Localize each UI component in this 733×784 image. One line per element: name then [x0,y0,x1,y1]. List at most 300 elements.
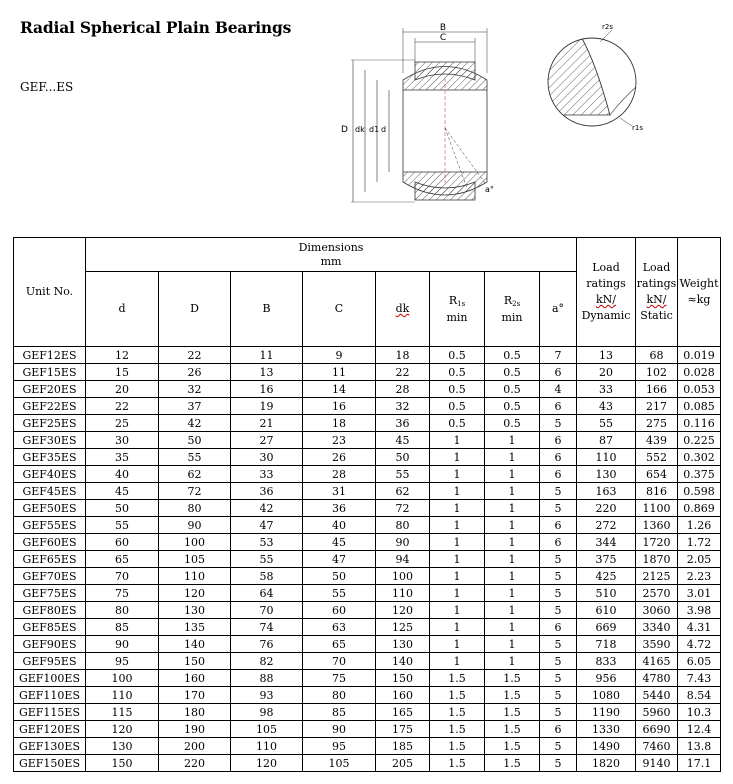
cell-B: 16 [231,381,303,398]
cell-D: 37 [159,398,231,415]
cell-r1s: 1.5 [430,704,485,721]
cell-load-dynamic: 344 [577,534,636,551]
table-row [14,449,721,466]
cell-unit-no: GEF12ES [14,347,86,364]
cell-d: 35 [86,449,159,466]
cell-dk: 100 [376,568,430,585]
cell-D: 170 [159,687,231,704]
label-D: D [341,125,348,135]
cell-dk: 175 [376,721,430,738]
series-label: GEF...ES [20,80,74,94]
cell-B: 64 [231,585,303,602]
cell-load-static: 7460 [636,738,678,755]
cell-load-static: 68 [636,347,678,364]
cell-D: 42 [159,415,231,432]
cell-B: 21 [231,415,303,432]
cell-dk: 205 [376,755,430,772]
detail-circle-diagram [540,20,660,140]
cell-C: 63 [303,619,376,636]
cell-B: 76 [231,636,303,653]
cell-unit-no: GEF75ES [14,585,86,602]
cell-r2s: 0.5 [485,398,540,415]
cell-d: 55 [86,517,159,534]
cell-load-static: 1720 [636,534,678,551]
cell-load-dynamic: 220 [577,500,636,517]
cell-weight: 0.869 [678,500,721,517]
cell-alpha: 5 [540,687,577,704]
cell-r2s: 0.5 [485,347,540,364]
header-dimensions-unit: mm [320,254,342,268]
table-row [14,364,721,381]
cell-r2s: 1.5 [485,670,540,687]
cell-B: 110 [231,738,303,755]
cell-dk: 22 [376,364,430,381]
cell-r1s: 1 [430,653,485,670]
cell-D: 140 [159,636,231,653]
table-row [14,653,721,670]
table-row [14,568,721,585]
cell-d: 45 [86,483,159,500]
cell-dk: 72 [376,500,430,517]
bearing-spec-table [13,237,721,772]
cell-alpha: 5 [540,704,577,721]
cell-r2s: 1 [485,619,540,636]
cell-load-dynamic: 510 [577,585,636,602]
cell-weight: 0.225 [678,432,721,449]
cell-dk: 185 [376,738,430,755]
cell-load-static: 4780 [636,670,678,687]
cell-d: 150 [86,755,159,772]
cell-alpha: 5 [540,415,577,432]
cell-D: 22 [159,347,231,364]
cell-B: 55 [231,551,303,568]
cell-D: 150 [159,653,231,670]
cell-unit-no: GEF130ES [14,738,86,755]
header-dk: dk [376,272,430,347]
cell-r1s: 1 [430,602,485,619]
cell-d: 130 [86,738,159,755]
cell-r1s: 1 [430,534,485,551]
cell-weight: 10.3 [678,704,721,721]
cell-r2s: 1 [485,466,540,483]
cell-load-static: 816 [636,483,678,500]
cell-r2s: 0.5 [485,415,540,432]
cell-unit-no: GEF60ES [14,534,86,551]
cell-alpha: 5 [540,500,577,517]
cell-d: 110 [86,687,159,704]
cell-d: 30 [86,432,159,449]
cell-d: 12 [86,347,159,364]
cell-r2s: 1 [485,636,540,653]
table-row [14,534,721,551]
cell-r1s: 0.5 [430,398,485,415]
cell-load-dynamic: 375 [577,551,636,568]
cell-d: 40 [86,466,159,483]
table-row [14,381,721,398]
bearing-section-diagram [335,18,515,208]
cell-d: 90 [86,636,159,653]
cell-unit-no: GEF70ES [14,568,86,585]
cell-C: 55 [303,585,376,602]
cell-alpha: 6 [540,517,577,534]
cell-load-static: 1870 [636,551,678,568]
cell-unit-no: GEF95ES [14,653,86,670]
header-dimensions [86,238,577,272]
cell-r1s: 0.5 [430,415,485,432]
cell-unit-no: GEF45ES [14,483,86,500]
cell-load-static: 439 [636,432,678,449]
cell-r2s: 1 [485,602,540,619]
cell-weight: 0.085 [678,398,721,415]
cell-d: 70 [86,568,159,585]
cell-load-static: 166 [636,381,678,398]
header-dimensions-label: Dimensions [298,240,364,254]
cell-load-static: 3590 [636,636,678,653]
cell-load-static: 217 [636,398,678,415]
cell-load-static: 5440 [636,687,678,704]
cell-C: 23 [303,432,376,449]
cell-load-dynamic: 163 [577,483,636,500]
cell-weight: 0.598 [678,483,721,500]
cell-load-dynamic: 956 [577,670,636,687]
label-dk: dk [355,125,365,134]
cell-C: 65 [303,636,376,653]
cell-C: 90 [303,721,376,738]
header-C: C [303,272,376,347]
cell-r1s: 1 [430,568,485,585]
cell-dk: 140 [376,653,430,670]
cell-unit-no: GEF150ES [14,755,86,772]
cell-dk: 45 [376,432,430,449]
cell-r2s: 1 [485,534,540,551]
cell-load-dynamic: 55 [577,415,636,432]
cell-d: 100 [86,670,159,687]
table-row [14,585,721,602]
cell-C: 26 [303,449,376,466]
cell-B: 13 [231,364,303,381]
cell-r1s: 1 [430,500,485,517]
cell-dk: 130 [376,636,430,653]
cell-B: 47 [231,517,303,534]
cell-D: 105 [159,551,231,568]
cell-D: 120 [159,585,231,602]
cell-B: 19 [231,398,303,415]
cell-r2s: 1 [485,483,540,500]
label-r1s: r1s [632,124,643,132]
cell-B: 58 [231,568,303,585]
cell-d: 75 [86,585,159,602]
cell-load-static: 654 [636,466,678,483]
cell-unit-no: GEF50ES [14,500,86,517]
cell-B: 105 [231,721,303,738]
cell-load-dynamic: 1190 [577,704,636,721]
header-B: B [231,272,303,347]
cell-alpha: 6 [540,534,577,551]
cell-r1s: 1 [430,483,485,500]
cell-dk: 125 [376,619,430,636]
cell-C: 31 [303,483,376,500]
cell-load-static: 3340 [636,619,678,636]
cell-D: 26 [159,364,231,381]
cell-C: 60 [303,602,376,619]
table-row [14,500,721,517]
cell-D: 80 [159,500,231,517]
cell-weight: 0.375 [678,466,721,483]
table-row [14,602,721,619]
cell-B: 33 [231,466,303,483]
label-d1: d1 [369,125,380,134]
cell-r2s: 1.5 [485,687,540,704]
cell-load-dynamic: 1490 [577,738,636,755]
cell-d: 60 [86,534,159,551]
cell-unit-no: GEF65ES [14,551,86,568]
header-alpha: a° [540,272,577,347]
cell-B: 36 [231,483,303,500]
cell-C: 40 [303,517,376,534]
cell-alpha: 5 [540,568,577,585]
cell-D: 160 [159,670,231,687]
cell-dk: 120 [376,602,430,619]
cell-r2s: 0.5 [485,364,540,381]
cell-load-static: 2570 [636,585,678,602]
cell-alpha: 5 [540,551,577,568]
cell-weight: 1.72 [678,534,721,551]
cell-load-static: 1100 [636,500,678,517]
cell-C: 28 [303,466,376,483]
cell-d: 50 [86,500,159,517]
cell-r2s: 0.5 [485,381,540,398]
cell-weight: 0.302 [678,449,721,466]
cell-dk: 18 [376,347,430,364]
cell-D: 130 [159,602,231,619]
cell-C: 45 [303,534,376,551]
cell-weight: 0.019 [678,347,721,364]
cell-B: 27 [231,432,303,449]
cell-D: 100 [159,534,231,551]
cell-r1s: 1 [430,551,485,568]
cell-load-dynamic: 718 [577,636,636,653]
cell-D: 200 [159,738,231,755]
cell-dk: 50 [376,449,430,466]
cell-load-dynamic: 43 [577,398,636,415]
cell-dk: 94 [376,551,430,568]
table-row [14,636,721,653]
cell-r1s: 1 [430,432,485,449]
cell-D: 135 [159,619,231,636]
cell-load-dynamic: 87 [577,432,636,449]
cell-alpha: 5 [540,738,577,755]
page-title: Radial Spherical Plain Bearings [20,18,292,37]
cell-B: 42 [231,500,303,517]
cell-r1s: 1 [430,636,485,653]
cell-unit-no: GEF90ES [14,636,86,653]
table-row [14,670,721,687]
cell-d: 95 [86,653,159,670]
cell-load-dynamic: 13 [577,347,636,364]
cell-weight: 2.23 [678,568,721,585]
cell-r1s: 1.5 [430,687,485,704]
label-d: d [381,125,387,134]
cell-unit-no: GEF80ES [14,602,86,619]
cell-alpha: 6 [540,432,577,449]
cell-r2s: 1 [485,500,540,517]
cell-D: 32 [159,381,231,398]
cell-r1s: 1.5 [430,755,485,772]
cell-alpha: 5 [540,483,577,500]
cell-d: 80 [86,602,159,619]
cell-load-static: 4165 [636,653,678,670]
cell-C: 11 [303,364,376,381]
cell-dk: 90 [376,534,430,551]
cell-unit-no: GEF110ES [14,687,86,704]
cell-load-static: 275 [636,415,678,432]
cell-C: 80 [303,687,376,704]
cell-dk: 62 [376,483,430,500]
cell-dk: 55 [376,466,430,483]
cell-r2s: 1.5 [485,704,540,721]
cell-r2s: 1 [485,653,540,670]
cell-C: 14 [303,381,376,398]
table-row [14,466,721,483]
cell-alpha: 5 [540,653,577,670]
cell-d: 15 [86,364,159,381]
cell-load-static: 2125 [636,568,678,585]
cell-r1s: 1.5 [430,670,485,687]
cell-unit-no: GEF35ES [14,449,86,466]
table-row [14,755,721,772]
table-row [14,347,721,364]
cell-load-static: 9140 [636,755,678,772]
cell-unit-no: GEF20ES [14,381,86,398]
cell-d: 85 [86,619,159,636]
table-row [14,619,721,636]
cell-d: 65 [86,551,159,568]
cell-C: 75 [303,670,376,687]
cell-r1s: 0.5 [430,364,485,381]
table-row [14,704,721,721]
label-alpha: a° [485,185,494,194]
cell-C: 70 [303,653,376,670]
cell-D: 50 [159,432,231,449]
cell-weight: 3.98 [678,602,721,619]
cell-unit-no: GEF100ES [14,670,86,687]
cell-dk: 36 [376,415,430,432]
cell-load-dynamic: 110 [577,449,636,466]
cell-D: 220 [159,755,231,772]
header-unit-no: Unit No. [14,238,86,347]
label-r2s: r2s [602,23,613,31]
cell-load-static: 5960 [636,704,678,721]
cell-load-dynamic: 272 [577,517,636,534]
cell-load-dynamic: 833 [577,653,636,670]
cell-weight: 4.72 [678,636,721,653]
cell-C: 105 [303,755,376,772]
cell-unit-no: GEF22ES [14,398,86,415]
cell-dk: 28 [376,381,430,398]
cell-D: 55 [159,449,231,466]
cell-r2s: 1 [485,568,540,585]
table-row [14,415,721,432]
table-row [14,687,721,704]
cell-D: 72 [159,483,231,500]
cell-dk: 32 [376,398,430,415]
cell-weight: 0.053 [678,381,721,398]
cell-r1s: 1 [430,585,485,602]
cell-r1s: 1 [430,449,485,466]
header-r1s: $R_{1s}$ min [430,272,485,347]
cell-B: 53 [231,534,303,551]
cell-alpha: 5 [540,755,577,772]
header-d: d [86,272,159,347]
cell-B: 88 [231,670,303,687]
cell-alpha: 7 [540,347,577,364]
cell-C: 95 [303,738,376,755]
cell-load-dynamic: 1080 [577,687,636,704]
cell-D: 90 [159,517,231,534]
cell-unit-no: GEF40ES [14,466,86,483]
cell-alpha: 4 [540,381,577,398]
cell-r1s: 1 [430,619,485,636]
header-load-dynamic: Load ratings kN/ Dynamic [577,238,636,347]
cell-B: 120 [231,755,303,772]
table-row [14,398,721,415]
cell-r2s: 1.5 [485,738,540,755]
cell-r2s: 1 [485,432,540,449]
cell-alpha: 5 [540,636,577,653]
cell-alpha: 6 [540,466,577,483]
cell-d: 25 [86,415,159,432]
header-weight: Weight ≈kg [678,238,721,347]
cell-load-dynamic: 33 [577,381,636,398]
cell-C: 18 [303,415,376,432]
cell-weight: 7.43 [678,670,721,687]
cell-alpha: 6 [540,619,577,636]
cell-weight: 0.116 [678,415,721,432]
cell-r2s: 1 [485,551,540,568]
cell-r2s: 1 [485,585,540,602]
cell-r2s: 1.5 [485,755,540,772]
cell-r1s: 0.5 [430,347,485,364]
cell-weight: 3.01 [678,585,721,602]
header-r2s: $R_{2s}$ min [485,272,540,347]
cell-d: 120 [86,721,159,738]
cell-alpha: 5 [540,585,577,602]
cell-C: 9 [303,347,376,364]
cell-r2s: 1 [485,517,540,534]
cell-load-static: 102 [636,364,678,381]
cell-alpha: 6 [540,449,577,466]
cell-r1s: 1 [430,517,485,534]
cell-weight: 17.1 [678,755,721,772]
cell-weight: 6.05 [678,653,721,670]
cell-alpha: 5 [540,602,577,619]
cell-alpha: 6 [540,398,577,415]
cell-unit-no: GEF15ES [14,364,86,381]
cell-unit-no: GEF115ES [14,704,86,721]
cell-D: 110 [159,568,231,585]
cell-load-static: 3060 [636,602,678,619]
table-row [14,432,721,449]
cell-B: 74 [231,619,303,636]
cell-r1s: 1 [430,466,485,483]
cell-C: 47 [303,551,376,568]
cell-C: 36 [303,500,376,517]
table-row [14,551,721,568]
cell-B: 82 [231,653,303,670]
cell-D: 180 [159,704,231,721]
cell-load-dynamic: 130 [577,466,636,483]
cell-weight: 1.26 [678,517,721,534]
